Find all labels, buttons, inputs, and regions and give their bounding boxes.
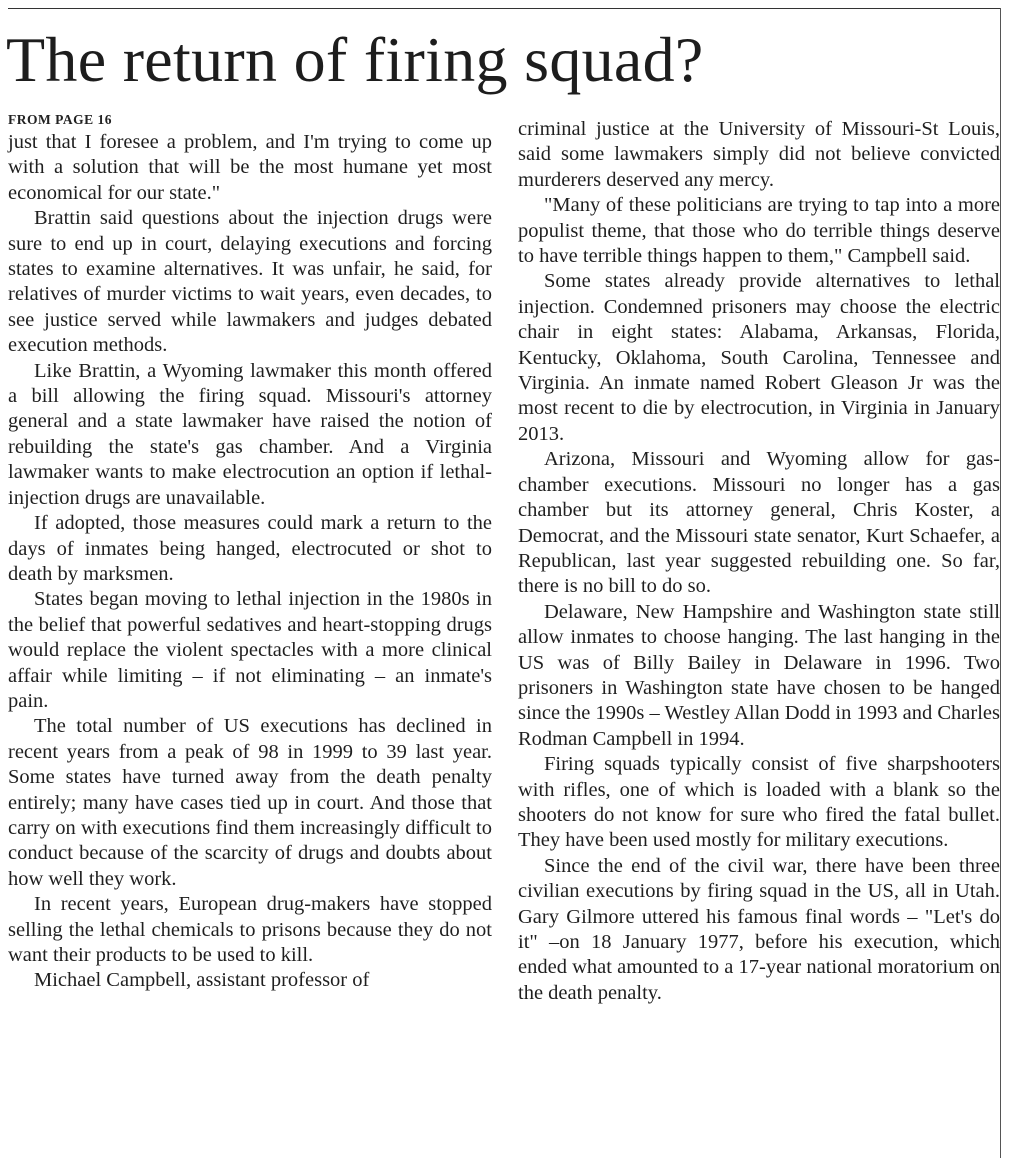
headline: The return of firing squad?	[6, 24, 704, 95]
right-column	[518, 117, 1000, 1006]
paragraph: Firing squads typically consist of five sharpshooters with rifles, one of which is loaded with a blank so the shooters do not know for sure who fired the fatal bullet. They have been used mostly for military executions.	[518, 753, 1000, 852]
paragraph: Like Brattin, a Wyoming lawmaker this month offered a bill allowing the firing squad. Missouri's attorney general and a state lawmaker have raised the notion of rebuilding the state's gas chamber. And a Virginia lawmaker wants to make electrocution an option if lethal-injection drugs are unavailable.	[8, 359, 492, 509]
paragraph: criminal justice at the University of Missouri-St Louis, said some lawmakers simply did not believe convicted murderers deserved any mercy.	[518, 118, 1000, 191]
right-rule	[1000, 8, 1001, 1158]
paragraph: If adopted, those measures could mark a return to the days of inmates being hanged, electrocuted or shot to death by marksmen.	[8, 512, 492, 585]
paragraph: Some states already provide alternatives to lethal injection. Condemned prisoners may choose the electric chair in eight states: Alabama, Arkansas, Florida, Kentucky, Oklahoma, South Carolina, Tennessee and Virginia. An inmate named Robert Gleason Jr was the most recent to die by electrocution, in Virginia in January 2013.	[518, 270, 1000, 445]
continuation-kicker: FROM PAGE 16	[8, 112, 112, 127]
paragraph: Michael Campbell, assistant professor of	[34, 969, 370, 992]
paragraph: States began moving to lethal injection in the 1980s in the belief that powerful sedatives and heart-stopping drugs would replace the violent spectacles with a more clinical affair while limiting – if not eliminating – an inmate's pain.	[8, 588, 492, 712]
paragraph: "Many of these politicians are trying to tap into a more populist theme, that those who do terrible things deserve to have terrible things happen to them," Campbell said.	[518, 194, 1000, 268]
paragraph: Since the end of the civil war, there have been three civilian executions by firing squad in the US, all in Utah. Gary Gilmore uttered his famous final words – "Let's do it" –on 18 January 1977, before his execution, which ended what amounted to a 17-year national moratorium on the death penalty.	[518, 854, 1000, 1004]
paragraph: Brattin said questions about the injection drugs were sure to end up in court, delaying executions and forcing states to examine alternatives. It was unfair, he said, for relatives of murder victims to wait years, even decades, to see justice served while lawmakers and judges debated execution methods.	[8, 207, 492, 357]
top-rule	[8, 8, 1001, 9]
left-column	[8, 112, 492, 994]
paragraph: The total number of US executions has declined in recent years from a peak of 98 in 1999 to 39 last year. Some states have turned away from the death penalty entirely; many have cases tied up in court. And those that carry on with executions find them increasingly difficult to conduct because of the scarcity of drugs and doubts about how well they work.	[8, 715, 492, 890]
paragraph: just that I foresee a problem, and I'm trying to come up with a solution that will be the most humane yet most economical for our state."	[8, 131, 492, 204]
paragraph: In recent years, European drug-makers have stopped selling the lethal chemicals to prisons because they do not want their products to be used to kill.	[8, 893, 492, 966]
paragraph: Delaware, New Hampshire and Washington state still allow inmates to choose hanging. The last hanging in the US was of Billy Bailey in Delaware in 1996. Two prisoners in Washington state have chosen to be hanged since the 1990s – Westley Allan Dodd in 1993 and Charles Rodman Campbell in 1994.	[518, 600, 1000, 750]
paragraph: Arizona, Missouri and Wyoming allow for gas-chamber executions. Missouri no longer has a gas chamber but its attorney general, Chris Koster, a Democrat, and the Missouri state senator, Kurt Schaefer, a Republican, last year suggested rebuilding one. So far, there is no bill to do so.	[518, 448, 1000, 598]
